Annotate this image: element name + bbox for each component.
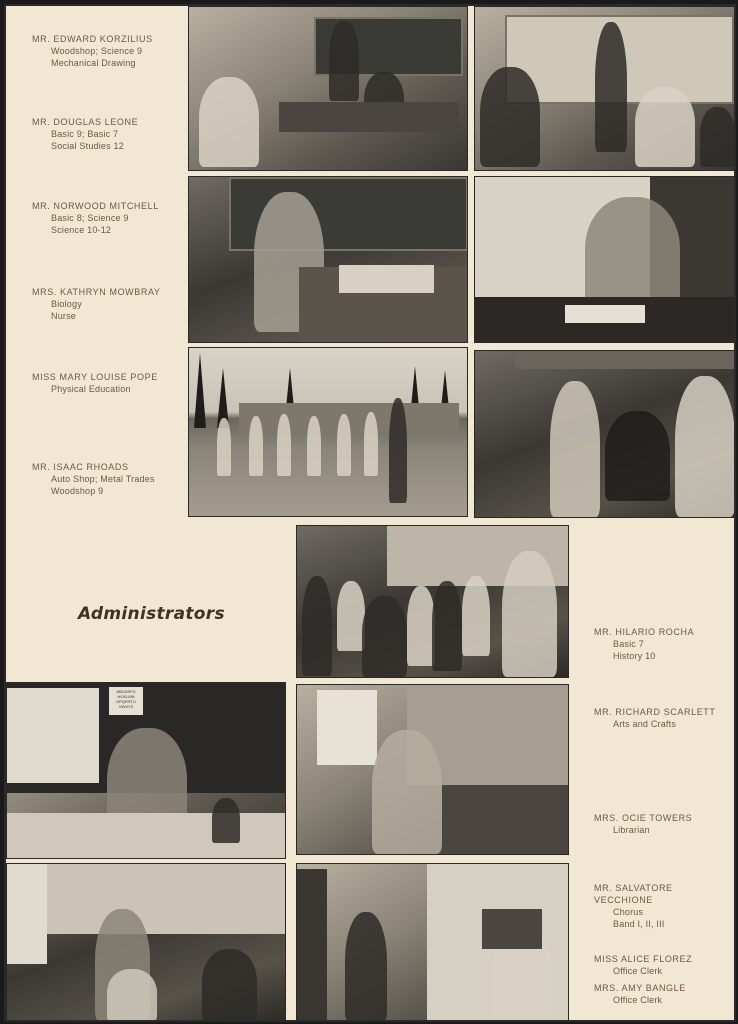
photo-classroom-leone [474,6,736,171]
teacher-subject: Basic 7 [613,639,644,649]
teacher-subject: Social Studies 12 [51,141,124,151]
teacher-name: MRS. KATHRYN MOWBRAY [32,287,161,297]
teacher-subject: Basic 8; Science 9 [51,213,129,223]
teacher-name: MR. DOUGLAS LEONE [32,117,139,127]
teacher-name: MRS. AMY BANGLE [594,983,686,993]
teacher-subject: Arts and Crafts [613,719,677,729]
caption-pope [32,371,158,395]
caption-rocha [594,626,694,662]
photo-towers-library [296,684,569,855]
photo-classroom-korzilius [188,6,468,171]
teacher-subject: Woodshop; Science 9 [51,46,143,56]
caption-scarlett [594,706,716,730]
photo-vecchione-chorus [6,863,286,1022]
caption-korzilius [32,33,153,69]
teacher-subject: Mechanical Drawing [51,58,136,68]
teacher-name: MR. RICHARD SCARLETT [594,707,716,717]
section-heading: Administrators [78,604,225,624]
teacher-subject: Office Clerk [613,995,663,1005]
photo-administrator-desk [6,682,286,859]
teacher-subject: Office Clerk [613,966,663,976]
photo-mitchell-desk [188,176,468,343]
teacher-subject: Librarian [613,825,650,835]
photo-rocha-classroom [296,525,569,678]
photo-office-clerks [296,863,569,1022]
caption-mitchell [32,200,159,236]
teacher-subject: Woodshop 9 [51,486,104,496]
teacher-subject: Physical Education [51,384,131,394]
teacher-name: MRS. OCIE TOWERS [594,813,693,823]
caption-towers [594,812,692,836]
teacher-name: MR. ISAAC RHOADS [32,462,129,472]
caption-bangle [594,982,686,1006]
teacher-name: MISS ALICE FLOREZ [594,954,693,964]
teacher-subject: History 10 [613,651,656,661]
teacher-subject: Biology [51,299,82,309]
teacher-name: MR. HILARIO ROCHA [594,627,695,637]
caption-mowbray [32,286,161,322]
teacher-name: MR. NORWOOD MITCHELL [32,201,159,211]
photo-rhoads-auto-shop [474,350,736,518]
caption-leone [32,116,138,152]
teacher-subject: Nurse [51,311,77,321]
photo-pope-physical-education [188,347,468,517]
teacher-name: MR. SALVATORE VECCHIONE [594,883,673,905]
teacher-name: MISS MARY LOUISE POPE [32,372,158,382]
teacher-subject: Band I, II, III [613,919,665,929]
caption-rhoads [32,461,155,497]
teacher-subject: Auto Shop; Metal Trades [51,474,155,484]
caption-vecchione [594,882,734,930]
wall-sign-text: ABCDEFG HIJKLMN OPQRSTU VWXYZ [116,689,136,709]
caption-florez [594,953,692,977]
teacher-subject: Basic 9; Basic 7 [51,129,119,139]
teacher-name: MR. EDWARD KORZILIUS [32,34,153,44]
teacher-subject: Science 10-12 [51,225,112,235]
photo-mowbray-desk [474,176,736,343]
yearbook-page [4,4,736,1022]
teacher-subject: Chorus [613,907,644,917]
